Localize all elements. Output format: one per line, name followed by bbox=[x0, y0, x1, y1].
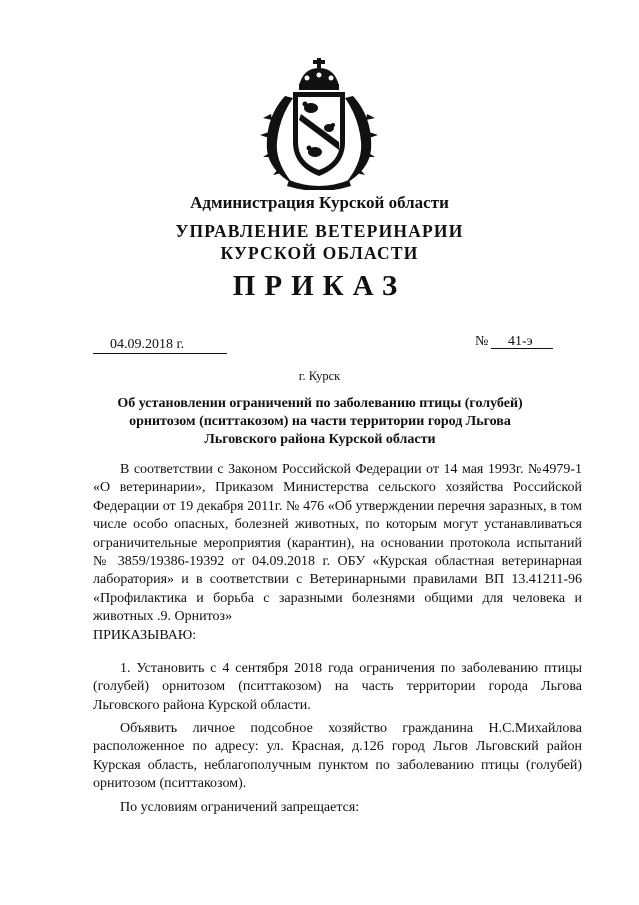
department-name-line2: КУРСКОЙ ОБЛАСТИ bbox=[220, 243, 419, 263]
document-type: ПРИКАЗ bbox=[232, 270, 407, 302]
item1-paragraph: 1. Установить с 4 сентября 2018 года ограничения по заболеванию птицы (голубей) орнитозом (пситтакозом) на часть территории города Льгова Льговского района Курской области. bbox=[93, 661, 582, 713]
body-paragraph3 bbox=[93, 799, 582, 817]
preamble-paragraph: В соответствии с Законом Российской Федерации от 14 мая 1993г. №4979-1 «О ветеринарии», Приказом Министерства сельского хозяйства Российской Федерации от 19 декабря 2011г. № 476 «Об утверждении перечня заразных, в том числе особо опасных, болезней животных, по которым могут устанавливаться ограничительные мероприятия (карантин), на основании протокола испытаний № 3859/19386-19392 от 04.09.2018 г. ОБУ «Курская областная ветеринарная лаборатория» и в соответствии с Ветеринарными правилами ВП 13.41211-96 «Профилактика и борьба с заразными болезнями общими для человека и животных .9. Орнитоз» bbox=[93, 462, 582, 625]
department-name-line1: УПРАВЛЕНИЕ ВЕТЕРИНАРИИ bbox=[175, 221, 464, 241]
body-paragraph2 bbox=[93, 720, 582, 794]
administration-name: Администрация Курской области bbox=[190, 193, 449, 212]
order-date: 04.09.2018 г. bbox=[110, 337, 185, 352]
order-number-label: № bbox=[475, 334, 489, 349]
city-name: г. Курск bbox=[298, 369, 341, 383]
paragraph3: По условиям ограничений запрещается: bbox=[120, 800, 360, 815]
order-title: Об установлении ограничений по заболеванию птицы (голубей) орнитозом (пситтакозом) на части территории город Льгова Льговского района Курской области bbox=[117, 396, 523, 447]
order-command: ПРИКАЗЫВАЮ: bbox=[93, 627, 197, 643]
paragraph2: Объявить личное подсобное хозяйство гражданина Н.С.Михайлова расположенное по адресу: ул. Красная, д.126 город Льгов Льговский район Курская область, неблагополучным пунктом по заболеванию птицы (голубей) орнитозом (пситтакозом). bbox=[93, 721, 582, 792]
body-item1 bbox=[93, 660, 582, 715]
coat-of-arms-emblem bbox=[255, 58, 383, 190]
body-preamble bbox=[93, 461, 582, 645]
order-number: 41-э bbox=[508, 334, 533, 349]
